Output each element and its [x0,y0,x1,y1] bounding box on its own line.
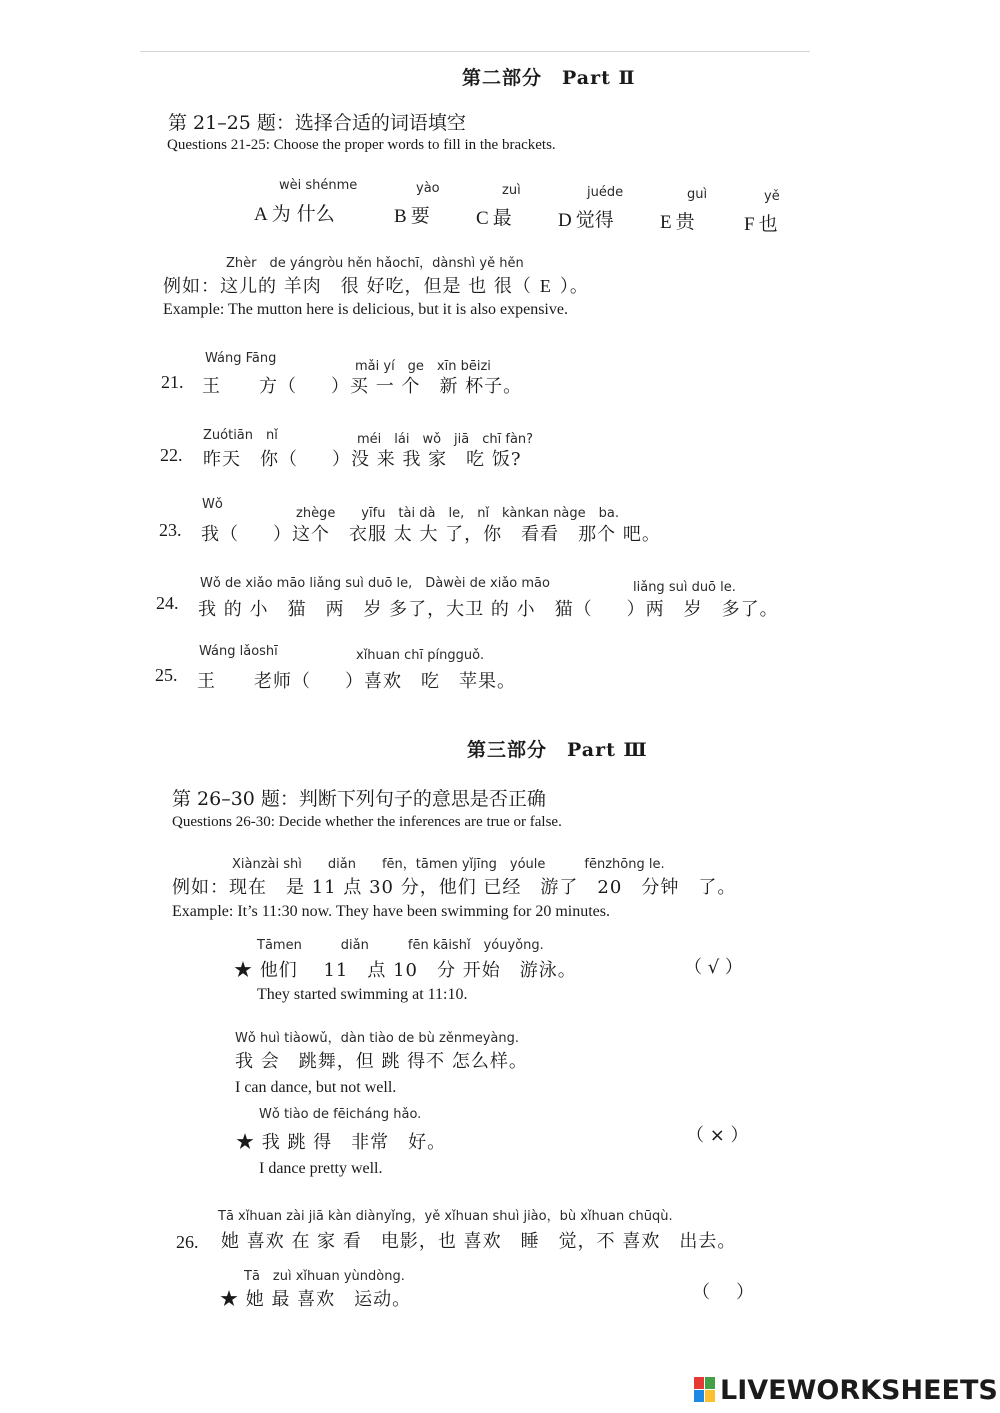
example-sentence: 例如：这儿的 羊肉 很 好吃，但是 也 很（ E ）。 [163,276,589,297]
option-d: D 觉得 [558,209,614,231]
example-pinyin: Zhèr de yángròu hěn hǎochī，dànshì yě hěn [226,256,524,271]
option-c: C 最 [476,207,512,229]
part2-instruction-en: Questions 21-25: Choose the proper words to fill in the brackets. [167,137,556,153]
q24-answer-input[interactable] [593,599,627,621]
part2-instruction-cn: 第 21–25 题：选择合适的词语填空 [168,112,466,134]
ex2-statement-pinyin: Wǒ tiào de fēicháng hǎo. [259,1107,422,1122]
q25-pinyin-a: Wáng lǎoshī [199,644,278,659]
option-b: B 要 [394,205,430,227]
ex2-pinyin: Wǒ huì tiàowǔ，dàn tiào de bù zěnmeyàng. [235,1031,520,1046]
q21-sentence: 王 方（ ）买 一 个 新 杯子。 [202,376,523,397]
example-english: Example: The mutton here is delicious, but it is also expensive. [163,301,568,318]
option-f: F 也 [744,213,778,235]
q24-number: 24. [156,593,179,613]
ex1-statement-english: They started swimming at 11:10. [257,986,468,1003]
ex2-false-mark: （ × ） [686,1125,749,1146]
ex2-english: I can dance, but not well. [235,1079,397,1096]
liveworksheets-logo [694,1375,998,1406]
option-b-pinyin: yào [416,181,440,196]
q23-pinyin-a: Wǒ [202,497,223,512]
q25-sentence: 王 老师（ ）喜欢 吃 苹果。 [197,671,516,692]
q25-pinyin-b: xǐhuan chī píngguǒ. [356,648,485,663]
q23-number: 23. [159,520,182,540]
q24-pinyin-a: Wǒ de xiǎo māo liǎng suì duō le, Dàwèi de xiǎo māo [200,576,550,591]
q22-pinyin-b: méi lái wǒ jiā chī fàn? [357,432,534,447]
q26-statement: ★ 她 最 喜欢 运动。 [220,1289,412,1310]
q22-pinyin-a: Zuótiān nǐ [203,428,278,443]
ex1-statement-pinyin: Tāmen diǎn fēn kāishǐ yóuyǒng. [257,938,544,953]
q24-sentence: 我 的 小 猫 两 岁 多了，大卫 的 小 猫（ ）两 岁 多了。 [198,599,779,620]
part3-instruction-cn: 第 26–30 题：判断下列句子的意思是否正确 [172,788,546,810]
logo-badge-icon [694,1377,716,1403]
q21-answer-input[interactable] [297,376,331,398]
option-e-pinyin: guì [687,187,708,202]
example-answer: E [539,276,552,296]
part3-heading: 第三部分 Part Ⅲ [467,739,648,761]
ex1-true-mark: （ √ ） [684,957,743,978]
option-e: E 贵 [660,211,695,233]
ex2-statement: ★ 我 跳 得 非常 好。 [236,1132,447,1153]
q25-number: 25. [155,665,178,685]
q23-sentence: 我（ ）这个 衣服 太 大 了，你 看看 那个 吧。 [201,524,661,545]
top-divider [140,51,810,52]
option-a: A 为 什么 [254,203,335,225]
ex2-sentence: 我 会 跳舞，但 跳 得不 怎么样。 [235,1051,528,1072]
q25-answer-input[interactable] [311,671,345,693]
q26-judgement[interactable]: （ ） [692,1282,754,1303]
q22-answer-input[interactable] [298,449,332,471]
q21-pinyin-b: mǎi yí ge xīn bēizi [355,359,491,374]
q22-sentence: 昨天 你（ ）没 来 我 家 吃 饭? [203,449,522,470]
ex2-statement-english: I dance pretty well. [259,1160,383,1177]
q23-pinyin-b: zhège yīfu tài dà le, nǐ kànkan nàge ba. [296,506,620,521]
q21-pinyin-a: Wáng Fāng [205,351,277,366]
option-f-pinyin: yě [764,189,780,204]
option-c-pinyin: zuì [502,183,521,198]
ex1-english: Example: It’s 11:30 now. They have been swimming for 20 minutes. [172,903,610,920]
option-d-pinyin: juéde [587,185,624,200]
q23-answer-input[interactable] [239,524,273,546]
ex1-sentence: 例如：现在 是 11 点 30 分，他们 已经 游了 20 分钟 了。 [172,877,737,898]
q21-number: 21. [161,372,184,392]
part3-instruction-en: Questions 26-30: Decide whether the inferences are true or false. [172,814,562,830]
q24-pinyin-b: liǎng suì duō le. [633,580,736,595]
option-a-pinyin: wèi shénme [279,178,358,193]
logo-text: LIVEWORKSHEETS [720,1375,998,1406]
q26-sentence: 她 喜欢 在 家 看 电影，也 喜欢 睡 觉，不 喜欢 出去。 [221,1231,737,1252]
q26-statement-pinyin: Tā zuì xǐhuan yùndòng. [244,1269,405,1284]
ex1-statement: ★ 他们 11 点 10 分 开始 游泳。 [234,960,577,981]
q22-number: 22. [160,445,183,465]
part2-heading: 第二部分 Part Ⅱ [462,67,636,89]
q26-pinyin: Tā xǐhuan zài jiā kàn diànyǐng，yě xǐhuan shuì jiào，bù xǐhuan chūqù. [218,1209,673,1224]
ex1-pinyin: Xiànzài shì diǎn fēn，tāmen yǐjīng yóule fēnzhōng le. [232,857,665,872]
q26-number: 26. [176,1232,199,1252]
